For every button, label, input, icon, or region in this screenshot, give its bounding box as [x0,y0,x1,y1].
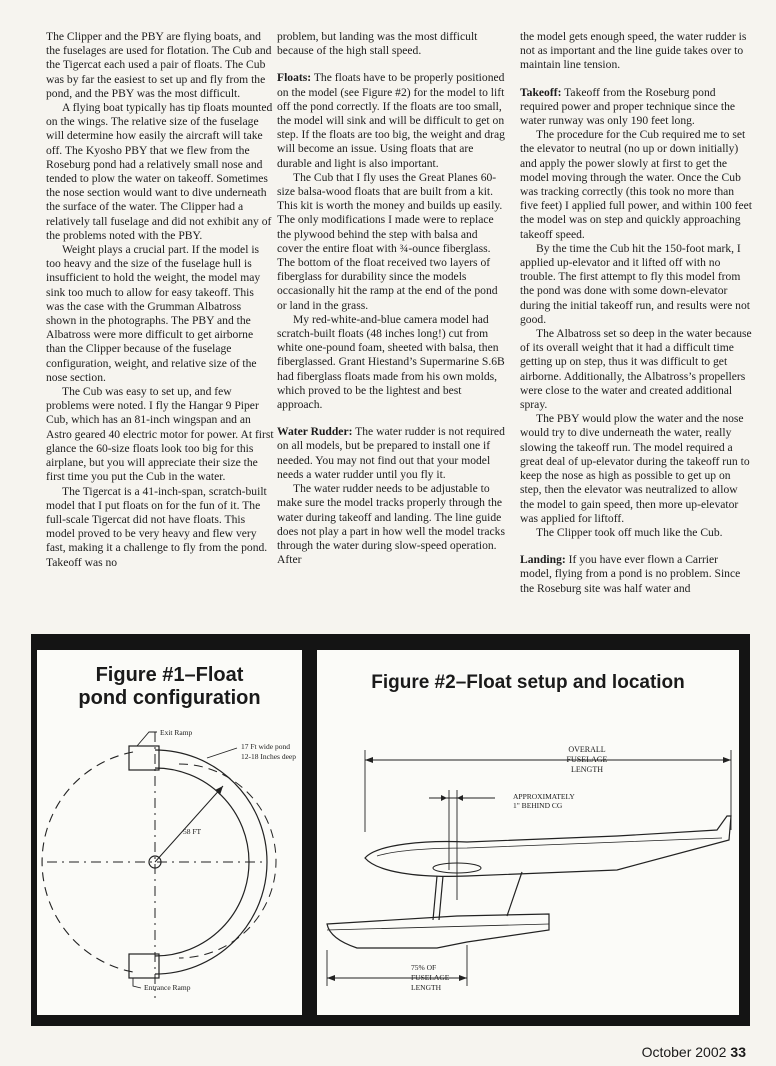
float-setup-diagram [317,720,739,1015]
svg-text:LENGTH: LENGTH [571,765,603,774]
svg-text:1" BEHIND CG: 1" BEHIND CG [513,801,563,810]
cg-offset-label: APPROXIMATELY [513,792,575,801]
radius-arrow [155,786,223,862]
section-takeoff [520,86,752,129]
paragraph-text: The water rudder is not required on all models, but be prepared to install one if needed. You may not find out that your model needs a water rudder until you fly it. [277,425,505,481]
paragraph: The Tigercat is a 41-inch-span, scratch-built model that I put floats on for the fun of it. The full-scale Tigercat did not have floats. This model proved to be very heavy and flew very fast, making it a challenge to fly from the pond. Takeoff was no [46,484,268,569]
paragraph: A flying boat typically has tip floats mounted on the wings. The relative size of the fuselage will determine how easily the aircraft will take off. The Kyosho PBY that we flew from the Roseburg pond had a relatively small nose and tended to plow the water on takeoff. Sometimes the nose section would want to dive underneath the surface of the water. The Clipper had a relatively tall fuselage and did not exhibit any of the problems noted with the PBY. [46,101,273,242]
svg-text:FUSELAGE: FUSELAGE [411,973,450,982]
section-water-rudder [277,425,505,482]
article-column-3 [520,30,752,596]
section-heading: Water Rudder: [277,425,353,439]
paragraph-text: Takeoff from the Roseburg pond required power and proper technique since the water runway was only 190 feet long. [520,85,736,128]
pond-width-label: 17 Ft wide pond [241,742,290,751]
paragraph: The Albatross set so deep in the water because of its overall weight that it had a difficult time getting up on step, thus it was difficult to get airborne. Additionally, the Albatross’s propellers were close to the water and created additional spray. [520,327,752,412]
paragraph: The Clipper took off much like the Cub. [536,525,723,539]
paragraph: The water rudder needs to be adjustable to make sure the model tracks properly through the water during takeoff and landing. The line guide does not play a part in how well the model tracks through the water during slow-speed operation. After [277,482,505,567]
pond-inner-dashed [179,764,276,958]
float-outline [327,914,549,948]
section-floats [277,71,505,170]
paragraph: the model gets enough speed, the water rudder is not as important and the line guide takes over to maintain line tension. [520,30,747,72]
strut [439,876,443,920]
paragraph: My red-white-and-blue camera model had scratch-built floats (48 inches long!) cut from white one-pound foam, sheeted with balsa, then fiberglassed. Grant Hiestand’s Supermarine S.6B had fiberglass floats made from his own molds, which proved to be the lightest and best approach. [277,312,505,412]
paragraph-text: If you have ever flown a Carrier model, flying from a pond is no problem. Since the Roseburg site was half water and [520,553,741,595]
paragraph: The PBY would plow the water and the nose would try to dive underneath the water, really slowing the takeoff run. The model required a great deal of up-elevator during the takeoff run to keep the nose as high as possible to get up on step, then the elevator was neutralized to allow the model to gain speed, then more up-elevator was applied for liftoff. [520,412,750,525]
paragraph: The procedure for the Cub required me to set the elevator to neutral (no up or down initially) and apply the power slowly at first to get the model moving through the water. Once the Cub was tracking correctly (this took no more than five feet) I applied full power, and within 100 feet the model was on step and quickly approaching takeoff speed. [520,128,752,241]
strut [433,876,437,920]
paragraph: The Cub was easy to set up, and few problems were noted. I fly the Hangar 9 Piper Cub, which has an 81-inch wingspan and an Astro geared 40 electric motor for power. At first glance the 60-size floats look too big for this airplane, but you will appreciate their size the first time you put the Cub in the water. [46,385,274,484]
pond-diagram [37,720,302,1010]
article-column-1 [46,30,274,570]
section-heading: Takeoff: [520,85,562,99]
exit-ramp-label: Exit Ramp [160,728,193,737]
paragraph: The Clipper and the PBY are flying boats, and the fuselages are used for flotation. The Cub and the Tigercat each used a pair of floats. The Cub was by far the easiest to set up and fly from the pond, and the PBY was the most difficult. [46,30,272,100]
paragraph: Weight plays a crucial part. If the model is too heavy and the size of the fuselage hull is insufficient to hold the weight, the model may sink too much to allow for easy takeoff. This was the case with the Grumman Albatross shown in the photographs. The PBY and the Albatross were more difficult to get airborne than the Clipper because of the fuselage configuration, weight, and relative size of the nose section. [46,243,261,384]
float-length-label: 75% OF [411,963,437,972]
pond-depth-label: 12-18 Inches deep [241,752,296,761]
figure-1-title-line: pond configuration [78,687,261,709]
strut [507,872,522,916]
entrance-ramp-label: Entrance Ramp [144,983,191,992]
article-column-2 [277,30,505,567]
svg-text:LENGTH: LENGTH [411,983,441,992]
figure-1-title [37,664,302,710]
overall-length-label: OVERALL [568,745,606,754]
page-number: 33 [730,1044,746,1060]
figure-2-title: Figure #2–Float setup and location [371,672,685,693]
fuselage-outline [365,816,731,876]
section-heading: Floats: [277,71,312,85]
paragraph: problem, but landing was the most difficult because of the high stall speed. [277,30,478,58]
paragraph: By the time the Cub hit the 150-foot mark, I applied up-elevator and it lifted off with no trouble. The first attempt to fly this model from the pond was done with some down-elevator during the initial takeoff run, and results were not good. [520,241,750,326]
page-footer [642,1044,746,1060]
section-landing [520,553,752,596]
svg-text:FUSELAGE: FUSELAGE [566,755,608,764]
paragraph: The Cub that I fly uses the Great Planes 60-size balsa-wood floats that are built from a kit. This kit is worth the money and builds up easily. The only modifications I made were to replace the plywood behind the step with balsa and cover the entire float with ¾-ounce fiberglass. The bottom of the float received two layers of fiberglass for durability since the models occasionally hit the ramp at the end of the pond or land in the grass. [277,170,503,312]
issue-date: October 2002 [641,1044,727,1060]
radius-label: 58 FT [183,827,202,836]
figure-1-title-line: Figure #1–Float [95,664,244,686]
paragraph-text: The floats have to be properly positioned on the model (see Figure #2) for the model to lift off the pond correctly. If the floats are too small, the model will sink and will be difficult to get on step. If the floats are too big, the weight and drag will become an issue. Using floats that are durable and light is also important. [277,71,505,170]
section-heading: Landing: [520,553,566,567]
